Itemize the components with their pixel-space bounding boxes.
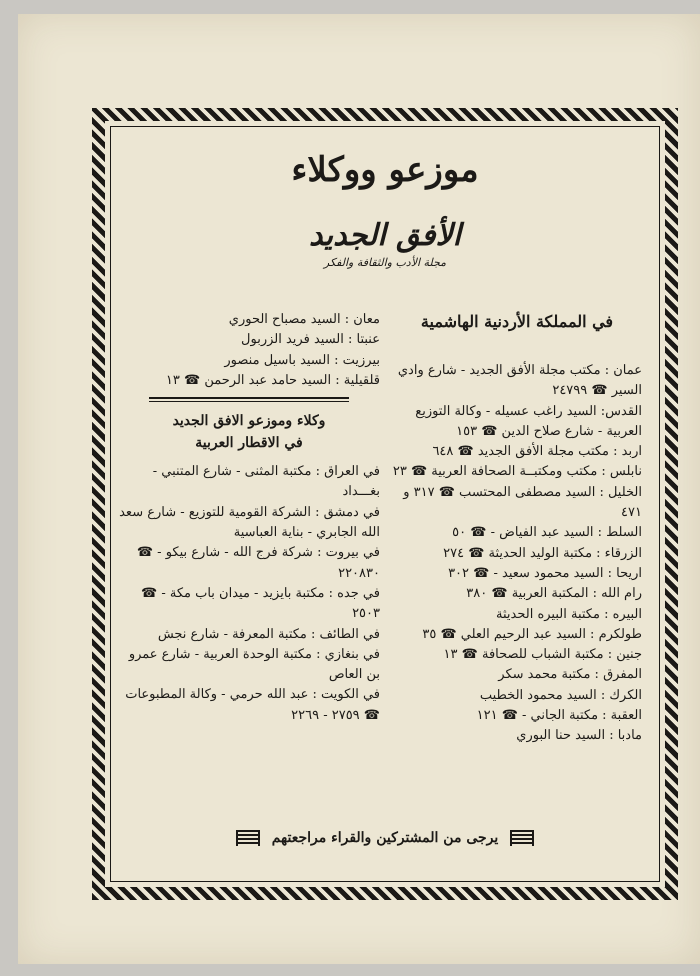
list-item: البيره : مكتبة البيره الحديثة	[496, 606, 642, 622]
jordan-section-title: في المملكة الأردنية الهاشمية	[420, 312, 614, 331]
list-item: السلط : السيد عبد الفياض - ☎ ٥٠	[452, 525, 642, 541]
list-item: الزرقاء : مكتبة الوليد الحديثة ☎ ٢٧٤	[443, 545, 642, 561]
list-item: المفرق : مكتبة محمد سكر	[498, 667, 642, 683]
arab-distributors-column	[118, 310, 380, 726]
arab-section-title: وكلاء وموزعو الافق الجديد	[172, 413, 326, 430]
list-item: الخليل : السيد مصطفى المحتسب ☎ ٣١٧ و ٤٧١	[403, 484, 642, 521]
footer-text: يرجى من المشتركين والقراء مراجعتهم	[271, 830, 499, 846]
magazine-logo	[300, 218, 470, 269]
list-item: عنبتا : السيد فريد الزربول	[241, 332, 380, 348]
list-item: في الكويت : عبد الله حرمي - وكالة المطبوعات ☎ ٢٧٥٩ - ٢٢٦٩	[125, 687, 380, 723]
ornament-icon	[510, 830, 534, 846]
list-item: في دمشق : الشركة القومية للتوزيع - شارع سعد الله الجابري - بناية العباسية	[119, 504, 380, 541]
list-item: مادبا : السيد حنا البوري	[516, 728, 642, 744]
list-item: جنين : مكتبة الشباب للصحافة ☎ ١٣	[443, 647, 642, 663]
list-item: اربد : مكتب مجلة الأفق الجديد ☎ ٦٤٨	[432, 444, 642, 460]
jordan-distributors-column	[392, 310, 642, 747]
list-item: في بيروت : شركة فرج الله - شارع بيكو - ☎ ٢٢٠٨٣٠	[136, 545, 380, 581]
footer-note	[110, 830, 660, 846]
list-item: رام الله : المكتبة العربية ☎ ٣٨٠	[466, 586, 642, 602]
list-item: نابلس : مكتب ومكتبــة الصحافة العربية ☎ ٢٣	[392, 464, 642, 480]
list-item: طولكرم : السيد عبد الرحيم العلي ☎ ٣٥	[422, 626, 642, 642]
list-item: الكرك : السيد محمود الخطيب	[479, 687, 642, 703]
list-item: اريحا : السيد محمود سعيد - ☎ ٣٠٢	[448, 565, 642, 581]
list-item: في الطائف : مكتبة المعرفة - شارع نجش	[157, 626, 380, 642]
list-item: عمان : مكتب مجلة الأفق الجديد - شارع وادي السير ☎ ٢٤٧٩٩	[397, 363, 642, 399]
logo-subtitle: مجلة الأدب والثقافة والفكر	[323, 256, 447, 269]
list-item: القدس: السيد راغب عسيله - وكالة التوزيع العربية - شارع صلاح الدين ☎ ١٥٣	[415, 403, 642, 439]
list-item: في العراق : مكتبة المثنى - شارع المتنبي - بغـــداد	[152, 464, 380, 500]
list-item: قلقيلية : السيد حامد عبد الرحمن ☎ ١٣	[165, 372, 380, 388]
list-item: العقبة : مكتبة الجاني - ☎ ١٢١	[476, 708, 642, 724]
page-heading: موزعو ووكلاء	[291, 150, 479, 190]
ornament-icon	[236, 830, 260, 846]
logo-title: الأفق الجديد	[309, 218, 461, 253]
list-item: في بنغازي : مكتبة الوحدة العربية - شارع عمرو بن العاص	[128, 646, 380, 683]
list-item: في جده : مكتبة بايزيد - ميدان باب مكة - ☎ ٢٥٠٣	[141, 585, 380, 622]
list-item: معان : السيد مصباح الحوري	[228, 312, 380, 327]
list-item: بيرزيت : السيد باسيل منصور	[224, 352, 380, 368]
arab-section-subtitle: في الاقطار العربية	[195, 435, 303, 452]
section-divider	[149, 397, 349, 402]
